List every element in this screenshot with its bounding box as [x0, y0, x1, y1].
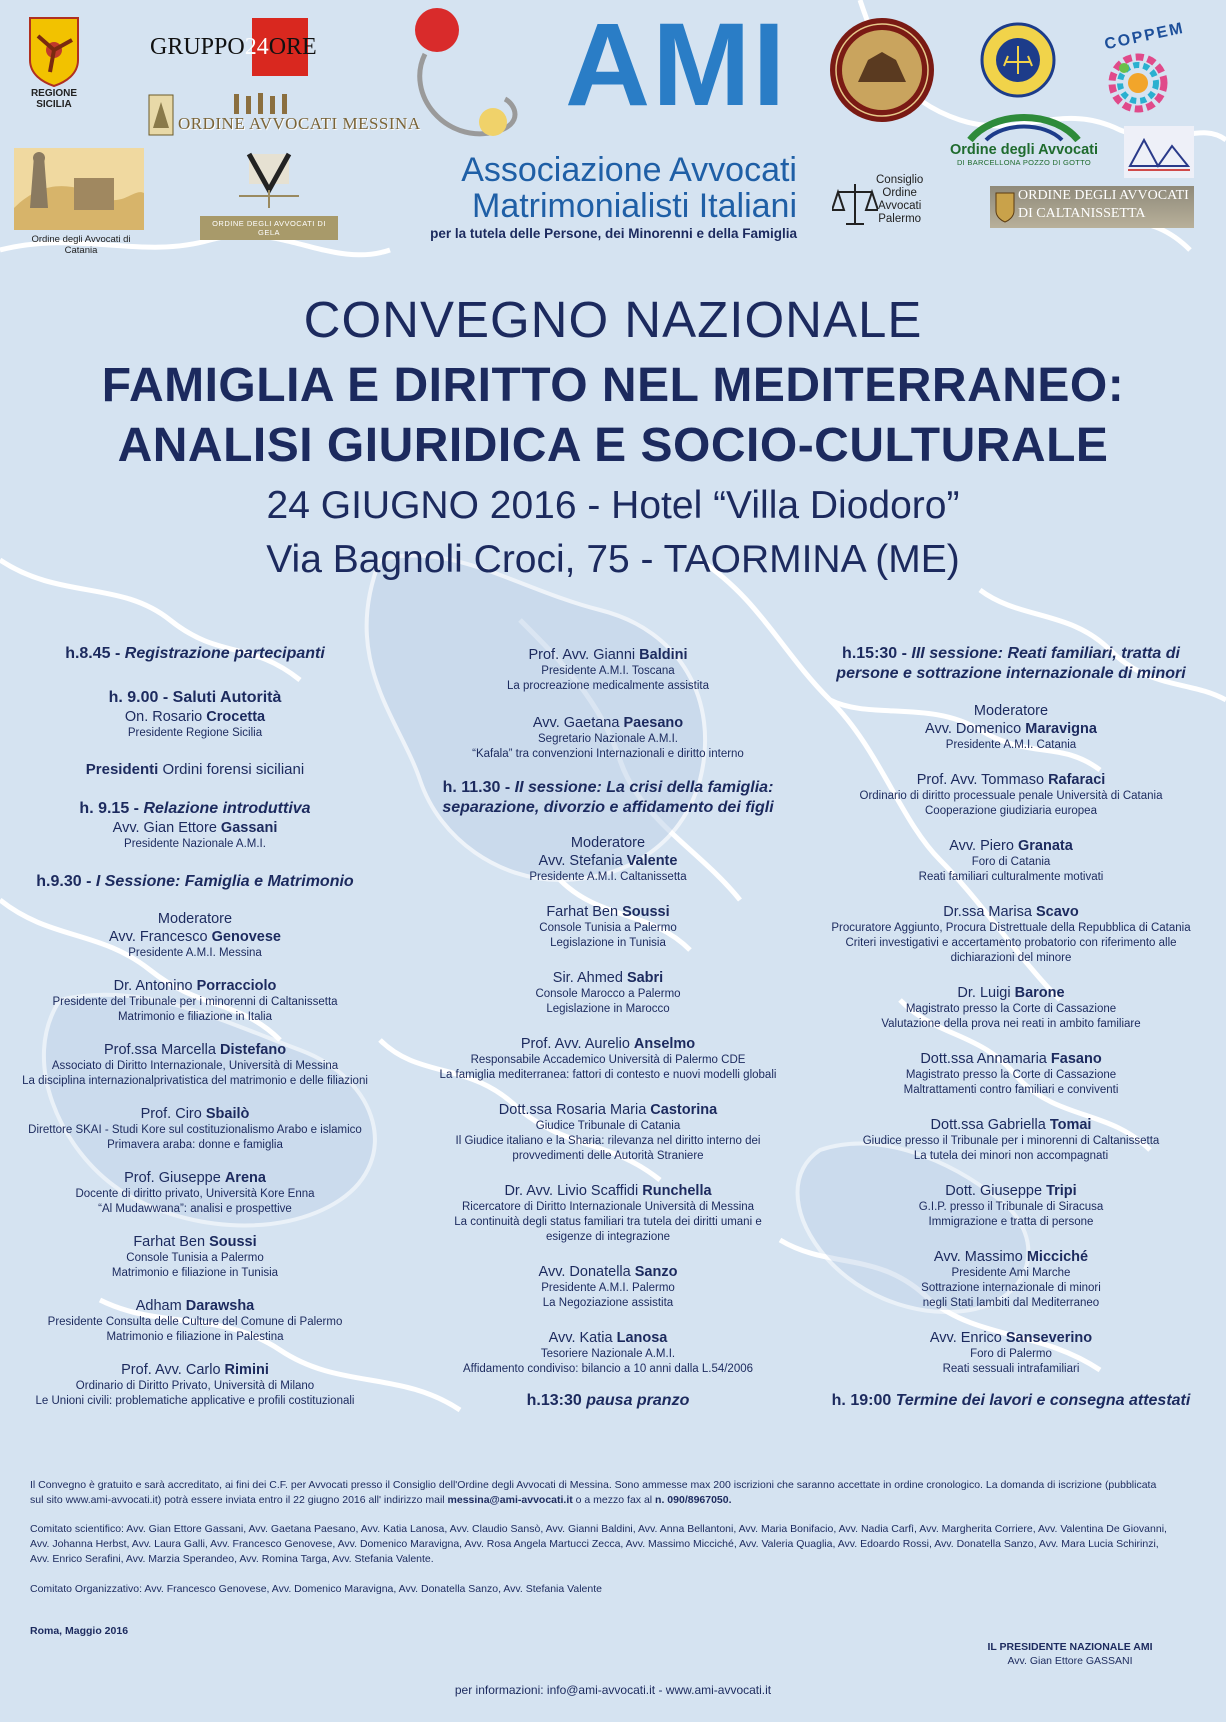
speaker-surname: Tomai: [1049, 1117, 1092, 1133]
speaker-role: Ordinario di Diritto Privato, Università di Milano: [75, 1380, 315, 1392]
speaker-prefix: Avv. Donatella: [538, 1264, 631, 1280]
schedule-time: h. 9.00: [108, 689, 159, 706]
speaker-surname: Micciché: [1026, 1249, 1089, 1265]
schedule-time: h. 9.15: [79, 800, 130, 817]
place-date: Roma, Maggio 2016: [30, 1625, 129, 1637]
ordine-avvocati-barcellona-logo: [944, 110, 1104, 167]
speaker-role: Presidente Ami Marche: [951, 1267, 1071, 1279]
palermo-label-line4: Palermo: [878, 213, 922, 225]
speaker-surname: Lanosa: [616, 1330, 668, 1346]
ami-name-line1: Associazione Avvocati: [461, 151, 797, 189]
speaker-topic-cont: dichiarazioni del minore: [950, 952, 1072, 964]
speaker-topic-cont: provvedimenti delle Autorità Straniere: [512, 1150, 704, 1162]
gruppo-label: GRUPPO: [150, 34, 245, 60]
speaker-role: Presidente Nazionale A.M.I.: [124, 838, 266, 850]
speaker-role: Presidente del Tribunale per i minorenni di Caltanissetta: [52, 996, 338, 1008]
speaker-surname: Soussi: [209, 1234, 257, 1250]
speaker-surname: Rimini: [224, 1362, 269, 1378]
speaker-prefix: Avv. Francesco: [109, 929, 208, 945]
speaker-prefix: Prof. Avv. Tommaso: [916, 772, 1045, 788]
speaker-surname: Scavo: [1035, 904, 1079, 920]
universita-seal-icon: [828, 16, 936, 124]
event-date-venue: 24 GIUGNO 2016 - Hotel “Villa Diodoro”: [266, 484, 960, 527]
speaker-prefix: Adham: [135, 1298, 182, 1314]
ami-tagline: per la tutela delle Persone, dei Minorenni e della Famiglia: [430, 226, 797, 241]
speaker-surname: Sanzo: [634, 1264, 678, 1280]
registration-text: Il Convegno è gratuito e sarà accreditato, ai fini dei C.F. per Avvocati presso il Consiglio dell'Ordine degli Avvocati di Messina. Sono ammesse max 200 iscrizioni che saranno accettate in ordine cronologico. La domanda di iscrizione (pubblicata sul sito www.ami-avvocati.it) potrà essere inviata entro il 22 giugno 2016 all' indirizzo mail: [30, 1479, 1157, 1506]
speaker-role: Magistrato presso la Corte di Cassazione: [905, 1069, 1117, 1081]
speaker-topic: Legislazione in Tunisia: [550, 937, 666, 949]
speaker-prefix: Sir. Ahmed: [552, 970, 623, 986]
speaker-surname: Arena: [224, 1170, 266, 1186]
palermo-scales-icon: [832, 180, 878, 228]
speaker-topic: Le Unioni civili: problematiche applicative e profili costituzionali: [35, 1395, 355, 1407]
speaker-topic: La disciplina internazionalprivatistica del matrimonio e delle filiazioni: [22, 1075, 368, 1087]
schedule-title: Saluti Autorità: [172, 689, 282, 706]
consiglio-ordine-palermo-logo: [832, 172, 972, 232]
palermo-label-line2: Ordine: [882, 187, 917, 199]
speaker-surname: Paesano: [623, 715, 684, 731]
speaker-surname: Soussi: [622, 904, 670, 920]
speaker-prefix: Prof. Ciro: [140, 1106, 202, 1122]
speaker-prefix: Dott. Giuseppe: [945, 1183, 1043, 1199]
speaker-surname: Fasano: [1050, 1051, 1102, 1067]
speaker-role: Console Tunisia a Palermo: [126, 1252, 264, 1264]
speaker-topic: Cooperazione giudiziaria europea: [925, 805, 1097, 817]
speaker-surname: Baldini: [639, 647, 688, 663]
moderatore-label: Moderatore: [157, 911, 233, 927]
speaker-surname: Valente: [626, 853, 678, 869]
messina-figures-icon: [228, 92, 298, 114]
schedule-title-cont: persone e sottrazione internazionale di minori: [836, 665, 1186, 682]
palermo-label-line1: Consiglio: [876, 174, 924, 186]
speaker-surname: Crocetta: [206, 709, 266, 725]
speaker-prefix: Avv. Massimo: [933, 1249, 1023, 1265]
ordine-avvocati-catania-label: Ordine degli Avvocati di Catania: [31, 234, 131, 256]
speaker-role: Presidente A.M.I. Catania: [945, 739, 1077, 751]
speaker-topic: Primavera araba: donne e famiglia: [107, 1139, 283, 1151]
contact-info: per informazioni: info@ami-avvocati.it - www.ami-avvocati.it: [454, 1683, 772, 1697]
speaker-surname: Porracciolo: [196, 978, 277, 994]
registration-email[interactable]: messina@ami-avvocati.it: [447, 1494, 573, 1506]
palermo-label-line3: Avvocati: [878, 200, 922, 212]
speaker-prefix: Avv. Domenico: [925, 721, 1022, 737]
speaker-role: Giudice presso il Tribunale per i minorenni di Caltanissetta: [862, 1135, 1160, 1147]
gruppo-ore-label: ORE: [268, 34, 317, 60]
speaker-role: Ordinario di diritto processuale penale Università di Catania: [859, 790, 1163, 802]
speaker-surname: Rafaraci: [1048, 772, 1106, 788]
catania-landscape-icon: [14, 148, 144, 230]
speaker-topic: Reati familiari culturalmente motivati: [918, 871, 1104, 883]
speaker-surname: Distefano: [219, 1042, 287, 1058]
speaker-role: Console Marocco a Palermo: [535, 988, 681, 1000]
speaker-prefix: Dott.ssa Annamaria: [920, 1051, 1047, 1067]
speaker-prefix: Avv. Piero: [949, 838, 1014, 854]
speaker-prefix: Avv. Stefania: [538, 853, 623, 869]
speaker-role: Responsabile Accademico Università di Palermo CDE: [470, 1054, 746, 1066]
schedule-time: h.15:30: [842, 645, 898, 662]
speaker-surname: Gassani: [220, 820, 278, 836]
speaker-topic: La tutela dei minori non accompagnati: [913, 1150, 1109, 1162]
coppem-wreath-icon: [1098, 46, 1178, 120]
schedule-title: I Sessione: Famiglia e Matrimonio: [95, 873, 354, 890]
speaker-topic: Maltrattamenti contro familiari e conviventi: [903, 1084, 1119, 1096]
speaker-role: Presidente Consulta delle Culture del Comune di Palermo: [47, 1316, 343, 1328]
speaker-prefix: Dr.ssa Marisa: [943, 904, 1032, 920]
speaker-surname: Maravigna: [1025, 721, 1097, 737]
schedule-time: h.13:30: [526, 1392, 582, 1409]
speaker-prefix: Dott.ssa Gabriella: [930, 1117, 1046, 1133]
speaker-topic: Criteri investigativi e accertamento probatorio con riferimento alle: [845, 937, 1177, 949]
barcellona-arc-icon: [964, 110, 1084, 142]
schedule-title-cont: separazione, divorzio e affidamento dei figli: [442, 799, 774, 816]
comitato-scientifico: Comitato scientifico: Avv. Gian Ettore Gassani, Avv. Gaetana Paesano, Avv. Katia Lanosa, Avv. Claudio Sansò, Avv. Gianni Baldini, Avv. Anna Bellantoni, Avv. Maria Bonifacio, Avv. Nadia Carfì, Avv. Margherita Corriere, Avv. Valentina De Giovanni, Avv. Johanna Herbst, Avv. Laura Galli, Avv. Francesco Genovese, Avv. Domenico Maravigna, Avv. Rosa Angela Martucci Zecca, Avv. Massimo Micciché, Avv. Valeria Quaglia, Avv. Edoardo Rossi, Avv. Donatella Sanzo, Avv. Mara Lucia Schirinzi, Avv. Enrico Serafini, Avv. Marzia Sperandeo, Avv. Romina Targa, Avv. Stefania Valente.: [30, 1523, 1167, 1565]
speaker-role: Foro di Palermo: [970, 1348, 1052, 1360]
speaker-role: Docente di diritto privato, Università Kore Enna: [75, 1188, 315, 1200]
speaker-topic-cont: esigenze di integrazione: [545, 1231, 671, 1243]
schedule-title: III sessione: Reati familiari, tratta di: [911, 645, 1180, 662]
registration-fax-text: o a mezzo fax al: [572, 1494, 656, 1506]
speaker-prefix: Prof. Avv. Aurelio: [520, 1036, 630, 1052]
speaker-topic: Immigrazione e tratta di persone: [928, 1216, 1094, 1228]
schedule-time: h.8.45: [65, 645, 111, 662]
speaker-topic: Sottrazione internazionale di minori: [921, 1282, 1101, 1294]
speaker-surname: Sbailò: [205, 1106, 250, 1122]
program-column-middle: Prof. Avv. Gianni Baldini Presidente A.M.I. Toscana La procreazione medicalmente assistita Avv. Gaetana Paesano Segretario Nazionale A.M.I. “Kafala” tra convenzioni Internazionali e diritto interno h. 11.30 - II sessione: La crisi della famiglia: separazione, divorzio e affidamento dei figli Moderatore Avv. Stefania Valente Presidente A.M.I. Caltanissetta Farhat Ben Soussi Console Tunisia a Palermo Legislazione in Tunisia Sir. Ahmed Sabri Console Marocco a Palermo Legislazione in Marocco Prof. Avv. Aurelio Anselmo Responsabile Accademico Università di Palermo CDE La famiglia mediterranea: fattori di contesto e nuovi modelli globali Dott.ssa Rosaria Maria Castorina Giudice Tribunale di Catania Il Giudice italiano e la Sharia: rilevanza nel diritto interno dei provvedimenti delle Autorità Straniere Dr. Avv. Livio Scaffidi Runchella Ricercatore di Diritto Internazionale Università di Messina La continuità degli status familiari tra tutela dei diritti umani e esigenze di integrazione Avv. Donatella Sanzo Presidente A.M.I. Palermo La Negoziazione assistita Avv. Katia Lanosa Tesoriere Nazionale A.M.I. Affidamento condiviso: bilancio a 10 anni dalla L.54/2006 h.13:30 pausa pranzo: [418, 646, 798, 1411]
speaker-topic: La continuità degli status familiari tra tutela dei diritti umani e: [454, 1216, 762, 1228]
speaker-prefix: Dr. Antonino: [113, 978, 193, 994]
comitato-organizzativo: Comitato Organizzativo: Avv. Francesco Genovese, Avv. Domenico Maravigna, Avv. Donatella Sanzo, Avv. Stefania Valente: [30, 1583, 602, 1595]
speaker-topic: Matrimonio e filiazione in Palestina: [106, 1331, 284, 1343]
schedule-title: II sessione: La crisi della famiglia:: [514, 779, 774, 796]
speaker-topic: “Kafala” tra convenzioni Internazionali e diritto interno: [472, 748, 744, 760]
regione-sicilia-crest-icon: [28, 16, 80, 88]
ami-acronym: AMI: [565, 0, 788, 131]
caltanissetta-crest-icon: [994, 191, 1016, 223]
ordine-avvocati-caltanissetta-logo: [990, 186, 1194, 228]
schedule-time: h. 19:00: [831, 1392, 892, 1409]
signature-title: IL PRESIDENTE NAZIONALE AMI: [987, 1641, 1153, 1653]
ami-name-line2: Matrimonialisti Italiani: [472, 187, 797, 225]
schedule-title: Registrazione partecipanti: [124, 645, 325, 662]
gruppo24ore-logo: [150, 28, 360, 74]
speaker-prefix: Prof. Avv. Carlo: [121, 1362, 221, 1378]
speaker-role: Presidente Regione Sicilia: [127, 727, 263, 739]
siracusa-emblem-icon: [1124, 126, 1194, 178]
regione-sicilia-label: REGIONE SICILIA: [30, 88, 78, 110]
patti-seal-icon: [980, 22, 1056, 98]
speaker-surname: Runchella: [642, 1183, 712, 1199]
main-title-line1: FAMIGLIA E DIRITTO NEL MEDITERRANEO:: [101, 359, 1125, 412]
program-column-right: h.15:30 - III sessione: Reati familiari, tratta di persone e sottrazione internazionale di minori Moderatore Avv. Domenico Maravigna Presidente A.M.I. Catania Prof. Avv. Tommaso Rafaraci Ordinario di diritto processuale penale Università di Catania Cooperazione giudiziaria europea Avv. Piero Granata Foro di Catania Reati familiari culturalmente motivati Dr.ssa Marisa Scavo Procuratore Aggiunto, Procura Distrettuale della Repubblica di Catania Criteri investigativi e accertamento probatorio con riferimento alle dichiarazioni del minore Dr. Luigi Barone Magistrato presso la Corte di Cassazione Valutazione della prova nei reati in ambito familiare Dott.ssa Annamaria Fasano Magistrato presso la Corte di Cassazione Maltrattamenti contro familiari e conviventi Dott.ssa Gabriella Tomai Giudice presso il Tribunale per i minorenni di Caltanissetta La tutela dei minori non accompagnati Dott. Giuseppe Tripi G.I.P. presso il Tribunale di Siracusa Immigrazione e tratta di persone Avv. Massimo Micciché Presidente Ami Marche Sottrazione internazionale di minori negli Stati lambiti dal Mediterraneo Avv. Enrico Sanseverino Foro di Palermo Reati sessuali intrafamiliari h. 19:00 Termine dei lavori e consegna attestati: [816, 644, 1206, 1411]
speaker-role: Presidente A.M.I. Palermo: [541, 1282, 675, 1294]
speaker-surname: Tripi: [1046, 1183, 1077, 1199]
caltanissetta-label-line1: ORDINE DEGLI AVVOCATI: [1018, 188, 1189, 203]
ordine-avvocati-messina-logo: [148, 92, 421, 138]
speaker-role: G.I.P. presso il Tribunale di Siracusa: [918, 1201, 1104, 1213]
speaker-prefix: Avv. Gaetana: [532, 715, 620, 731]
convegno-heading: CONVEGNO NAZIONALE: [303, 291, 923, 348]
speaker-surname: Barone: [1014, 985, 1065, 1001]
ami-logo: [405, 0, 825, 244]
moderatore-label: Moderatore: [973, 703, 1049, 719]
speaker-surname: Darawsha: [185, 1298, 255, 1314]
regione-sicilia-logo: [18, 16, 90, 110]
signature-block: [960, 1640, 1180, 1668]
speaker-role: Foro di Catania: [971, 856, 1051, 868]
speaker-topic: Valutazione della prova nei reati in ambito familiare: [881, 1018, 1141, 1030]
schedule-title: pausa pranzo: [586, 1392, 690, 1409]
speaker-topic: La procreazione medicalmente assistita: [507, 680, 709, 692]
speaker-role: Associato di Diritto Internazionale, Università di Messina: [51, 1060, 339, 1072]
speaker-role: Ricercatore di Diritto Internazionale Università di Messina: [461, 1201, 755, 1213]
ami-orbit-icon: [405, 4, 545, 154]
ordine-avvocati-siracusa-logo: [1124, 126, 1194, 183]
speaker-role: Magistrato presso la Corte di Cassazione: [905, 1003, 1117, 1015]
speaker-prefix: Avv. Gian Ettore: [112, 820, 217, 836]
speaker-prefix: Prof. Avv. Gianni: [528, 647, 636, 663]
speaker-role: Presidente A.M.I. Toscana: [541, 665, 675, 677]
ordine-avvocati-catania-logo: [14, 148, 148, 256]
speaker-topic-cont: negli Stati lambiti dal Mediterraneo: [922, 1297, 1100, 1309]
speaker-role: Presidente A.M.I. Caltanissetta: [529, 871, 687, 883]
speaker-topic: La Negoziazione assistita: [542, 1297, 674, 1309]
speaker-surname: Granata: [1017, 838, 1073, 854]
registration-info: [30, 1478, 1170, 1508]
speaker-prefix: Avv. Katia: [548, 1330, 613, 1346]
speaker-prefix: Dr. Luigi: [957, 985, 1011, 1001]
ordine-avvocati-gela-logo: [200, 150, 338, 240]
speaker-topic: Matrimonio e filiazione in Italia: [117, 1011, 273, 1023]
coppem-logo: [1092, 19, 1202, 120]
speaker-role: Segretario Nazionale A.M.I.: [538, 733, 678, 745]
registration-fax: n. 090/8967050.: [655, 1494, 732, 1506]
speaker-prefix: Prof.ssa Marcella: [103, 1042, 216, 1058]
schedule-title: Termine dei lavori e consegna attestati: [895, 1392, 1191, 1409]
speaker-prefix: Dr. Avv. Livio Scaffidi: [504, 1183, 639, 1199]
gruppo-24-label: 24: [244, 34, 269, 60]
caltanissetta-label-line2: DI CALTANISSETTA: [1018, 206, 1146, 221]
moderatore-label: Moderatore: [570, 835, 646, 851]
universita-messina-seal: [828, 16, 936, 129]
schedule-time: h.9.30: [36, 873, 82, 890]
schedule-time: h. 11.30: [442, 779, 501, 796]
speaker-surname: Sanseverino: [1005, 1330, 1093, 1346]
ordine-avvocati-gela-label: ORDINE DEGLI AVVOCATI DI GELA: [200, 216, 338, 240]
speaker-role: Tesoriere Nazionale A.M.I.: [540, 1348, 676, 1360]
event-address: Via Bagnoli Croci, 75 - TAORMINA (ME): [266, 538, 960, 581]
ordine-avvocati-patti-logo: [980, 22, 1056, 103]
schedule-title: Relazione introduttiva: [143, 800, 311, 817]
ordine-avvocati-messina-label: ORDINE AVVOCATI MESSINA: [178, 114, 421, 133]
speaker-surname: Castorina: [650, 1102, 718, 1118]
speaker-prefix: Prof. Giuseppe: [124, 1170, 221, 1186]
coppem-label: COPPEM: [1103, 19, 1187, 54]
barcellona-title: Ordine degli Avvocati: [950, 142, 1098, 158]
speaker-prefix: On. Rosario: [124, 709, 203, 725]
messina-emblem-icon: [148, 94, 174, 136]
barcellona-subtitle: DI BARCELLONA POZZO DI GOTTO: [956, 158, 1092, 167]
program-column-left: h.8.45 - Registrazione partecipanti h. 9.00 - Saluti Autorità On. Rosario Crocetta Presidente Regione Sicilia Presidenti Ordini forensi siciliani h. 9.15 - Relazione introduttiva Avv. Gian Ettore Gassani Presidente Nazionale A.M.I. h.9.30 - I Sessione: Famiglia e Matrimonio Moderatore Avv. Francesco Genovese Presidente A.M.I. Messina Dr. Antonino Porracciolo Presidente del Tribunale per i minorenni di Caltanissetta Matrimonio e filiazione in Italia Prof.ssa Marcella Distefano Associato di Diritto Internazionale, Università di Messina La disciplina internazionalprivatistica del matrimonio e delle filiazioni Prof. Ciro Sbailò Direttore SKAI - Studi Kore sul costituzionalismo Arabo e islamico Primavera araba: donne e famiglia Prof. Giuseppe Arena Docente di diritto privato, Università Kore Enna “Al Mudawwana”: analisi e prospettive Farhat Ben Soussi Console Tunisia a Palermo Matrimonio e filiazione in Tunisia Adham Darawsha Presidente Consulta delle Culture del Comune di Palermo Matrimonio e filiazione in Palestina Prof. Avv. Carlo Rimini Ordinario di Diritto Privato, Università di Milano Le Unioni civili: problematiche applicative e profili costituzionali: [20, 644, 370, 1425]
speaker-topic: Affidamento condiviso: bilancio a 10 anni dalla L.54/2006: [462, 1363, 754, 1375]
speaker-topic: Matrimonio e filiazione in Tunisia: [111, 1267, 279, 1279]
speaker-prefix: Dott.ssa Rosaria Maria: [498, 1102, 647, 1118]
speaker-topic: Legislazione in Marocco: [546, 1003, 670, 1015]
speaker-surname: Sabri: [626, 970, 664, 986]
speaker-prefix: Farhat Ben: [133, 1234, 206, 1250]
signature-name: Avv. Gian Ettore GASSANI: [1007, 1655, 1133, 1667]
speaker-prefix: Avv. Enrico: [929, 1330, 1002, 1346]
speaker-surname: Genovese: [211, 929, 281, 945]
speaker-topic: “Al Mudawwana”: analisi e prospettive: [98, 1203, 292, 1215]
speaker-role: Presidente A.M.I. Messina: [128, 947, 262, 959]
speaker-role: Giudice Tribunale di Catania: [535, 1120, 681, 1132]
speaker-role: Procuratore Aggiunto, Procura Distrettuale della Repubblica di Catania: [831, 922, 1191, 934]
gela-emblem-icon: [231, 150, 307, 214]
presidenti-label: Presidenti: [85, 761, 159, 778]
main-title-line2: ANALISI GIURIDICA E SOCIO-CULTURALE: [117, 419, 1109, 472]
speaker-topic: Reati sessuali intrafamiliari: [942, 1363, 1080, 1375]
speaker-role: Direttore SKAI - Studi Kore sul costituzionalismo Arabo e islamico: [28, 1124, 362, 1136]
speaker-prefix: Farhat Ben: [546, 904, 619, 920]
speaker-surname: Anselmo: [633, 1036, 696, 1052]
speaker-topic: Il Giudice italiano e la Sharia: rilevanza nel diritto interno dei: [455, 1135, 761, 1147]
presidenti-text: Ordini forensi siciliani: [162, 761, 305, 778]
speaker-role: Console Tunisia a Palermo: [539, 922, 677, 934]
speaker-topic: La famiglia mediterranea: fattori di contesto e nuovi modelli globali: [439, 1069, 777, 1081]
